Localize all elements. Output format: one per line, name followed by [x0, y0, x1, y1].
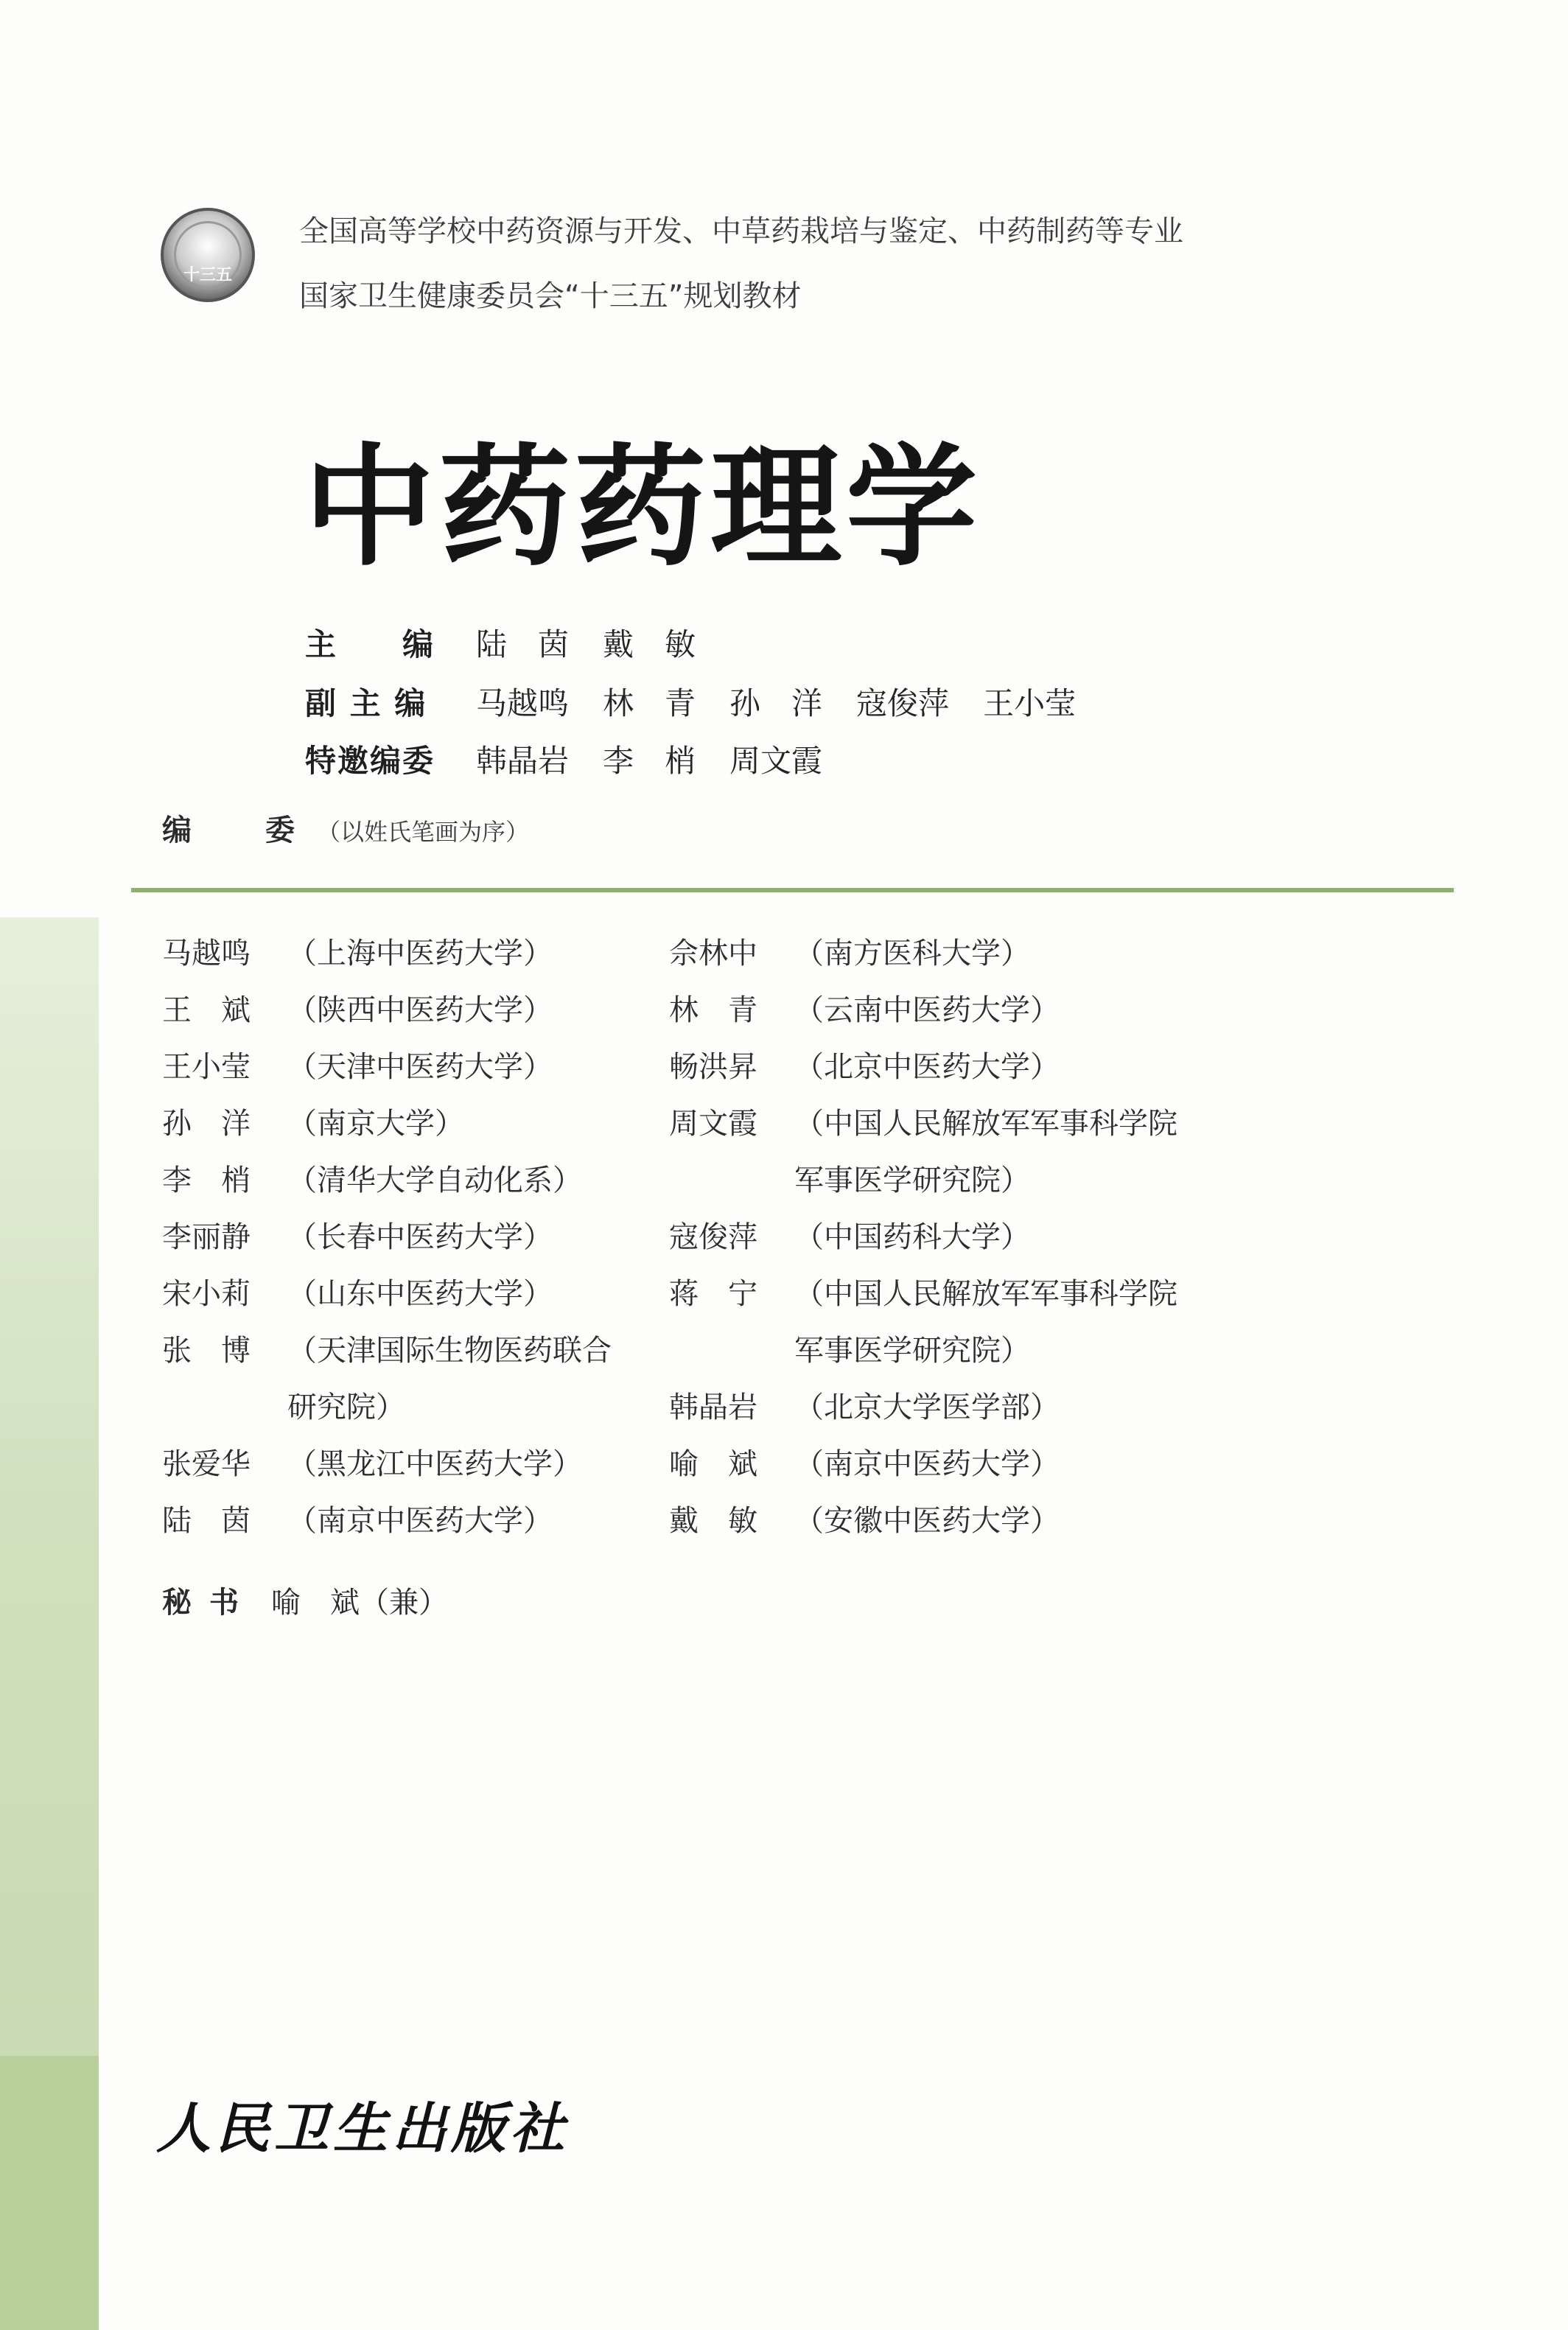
- role-name: 李 梢: [603, 743, 696, 779]
- committee-member: [162, 1214, 553, 1256]
- member-name: 畅洪昇: [669, 1050, 757, 1084]
- committee-member: [162, 1100, 464, 1142]
- member-name: 蒋 宁: [669, 1277, 757, 1311]
- committee-member: [669, 1441, 1060, 1483]
- member-name: 李丽静: [162, 1220, 251, 1254]
- committee-member: [162, 987, 553, 1029]
- member-name: 寇俊萍: [669, 1220, 757, 1254]
- member-affiliation: （北京中医药大学）: [794, 1050, 1060, 1084]
- committee-member: [162, 1270, 553, 1312]
- role-name: 马越鸣: [476, 685, 570, 721]
- member-name: 林 青: [669, 993, 757, 1027]
- member-affiliation: （黑龙江中医药大学）: [287, 1447, 582, 1481]
- book-title: 中药药理学: [304, 430, 981, 584]
- member-name: 佘林中: [669, 937, 757, 970]
- section-divider: [131, 888, 1454, 892]
- role-name: 戴 敏: [603, 626, 696, 662]
- member-name: 王小莹: [162, 1050, 251, 1084]
- member-affiliation-continued: 军事医学研究院）: [794, 1164, 1030, 1197]
- role-name: 孙 洋: [729, 685, 823, 721]
- member-affiliation: （天津国际生物医药联合: [287, 1334, 612, 1368]
- committee-member: [669, 930, 1030, 972]
- member-name: 王 斌: [162, 993, 251, 1027]
- member-affiliation: （安徽中医药大学）: [794, 1504, 1060, 1538]
- committee-member: [669, 1497, 1060, 1539]
- committee-member: [162, 1497, 553, 1539]
- member-affiliation: （中国药科大学）: [794, 1220, 1030, 1254]
- committee-member: [669, 1384, 1060, 1426]
- member-affiliation: （山东中医药大学）: [287, 1277, 553, 1311]
- member-affiliation: （南京中医药大学）: [287, 1504, 553, 1538]
- member-name: 宋小莉: [162, 1277, 251, 1311]
- role-name: 寇俊萍: [856, 685, 950, 721]
- member-affiliation: （陕西中医药大学）: [287, 993, 553, 1027]
- thirteenth-five-year-logo-icon: [161, 208, 255, 302]
- member-name: 张爱华: [162, 1447, 251, 1481]
- member-affiliation-continued: 研究院）: [287, 1390, 405, 1424]
- member-name: 喻 斌: [669, 1447, 757, 1481]
- committee-member: [162, 1043, 553, 1085]
- secretary-label: 秘书: [162, 1586, 256, 1620]
- role-row-special-editor: [305, 737, 856, 781]
- committee-label: 编 委: [162, 814, 317, 847]
- role-name: 王小莹: [983, 685, 1077, 721]
- role-row-deputy-editor: [305, 679, 1110, 724]
- committee-note: （以姓氏笔画为序）: [317, 818, 530, 846]
- member-affiliation-continued: 军事医学研究院）: [794, 1334, 1030, 1368]
- member-affiliation: （长春中医药大学）: [287, 1220, 553, 1254]
- role-label: 副 主 编: [305, 685, 427, 721]
- member-affiliation: （北京大学医学部）: [794, 1390, 1060, 1424]
- series-line-2: 国家卫生健康委员会“十三五”规划教材: [299, 279, 802, 313]
- member-name: 韩晶岩: [669, 1390, 757, 1424]
- member-name: 孙 洋: [162, 1107, 251, 1141]
- role-name: 陆 茵: [476, 626, 570, 662]
- member-name: 周文霞: [669, 1107, 757, 1141]
- committee-member: [669, 1100, 1177, 1142]
- committee-member: [669, 1270, 1177, 1312]
- member-affiliation: （南京中医药大学）: [794, 1447, 1060, 1481]
- committee-member: [669, 1043, 1060, 1085]
- committee-member: [162, 1157, 582, 1199]
- member-affiliation: （南方医科大学）: [794, 937, 1030, 970]
- committee-member: [162, 1441, 582, 1483]
- role-name: 韩晶岩: [476, 743, 570, 779]
- member-affiliation: （南京大学）: [287, 1107, 464, 1141]
- member-affiliation: （云南中医药大学）: [794, 993, 1060, 1027]
- committee-member: [162, 1327, 612, 1369]
- member-name: 张 博: [162, 1334, 251, 1368]
- role-row-chief-editor: [305, 620, 729, 665]
- series-line-1: 全国高等学校中药资源与开发、中草药栽培与鉴定、中药制药等专业: [299, 214, 1183, 248]
- role-label: 特邀编委: [305, 743, 435, 779]
- member-name: 陆 茵: [162, 1504, 251, 1538]
- member-affiliation: （中国人民解放军军事科学院: [794, 1107, 1177, 1141]
- logo-text: 十三五: [183, 266, 232, 284]
- committee-member: [669, 1214, 1030, 1256]
- secretary-row: [162, 1579, 448, 1621]
- member-affiliation: （中国人民解放军军事科学院: [794, 1277, 1177, 1311]
- member-affiliation: （清华大学自动化系）: [287, 1164, 582, 1197]
- member-name: 戴 敏: [669, 1504, 757, 1538]
- member-name: 李 梢: [162, 1164, 251, 1197]
- member-affiliation: （上海中医药大学）: [287, 937, 553, 970]
- side-color-band-lower: [0, 2056, 99, 2330]
- role-name: 林 青: [603, 685, 696, 721]
- secretary-name: 喻 斌（兼）: [271, 1586, 448, 1620]
- role-name: 周文霞: [729, 743, 823, 779]
- role-label: 主 编: [305, 626, 435, 662]
- member-affiliation: （天津中医药大学）: [287, 1050, 553, 1084]
- publisher-logo-text: 人民卫生出版社: [156, 2097, 569, 2161]
- committee-member: [669, 987, 1060, 1029]
- committee-member: [162, 930, 553, 972]
- committee-heading: [162, 807, 529, 849]
- member-name: 马越鸣: [162, 937, 251, 970]
